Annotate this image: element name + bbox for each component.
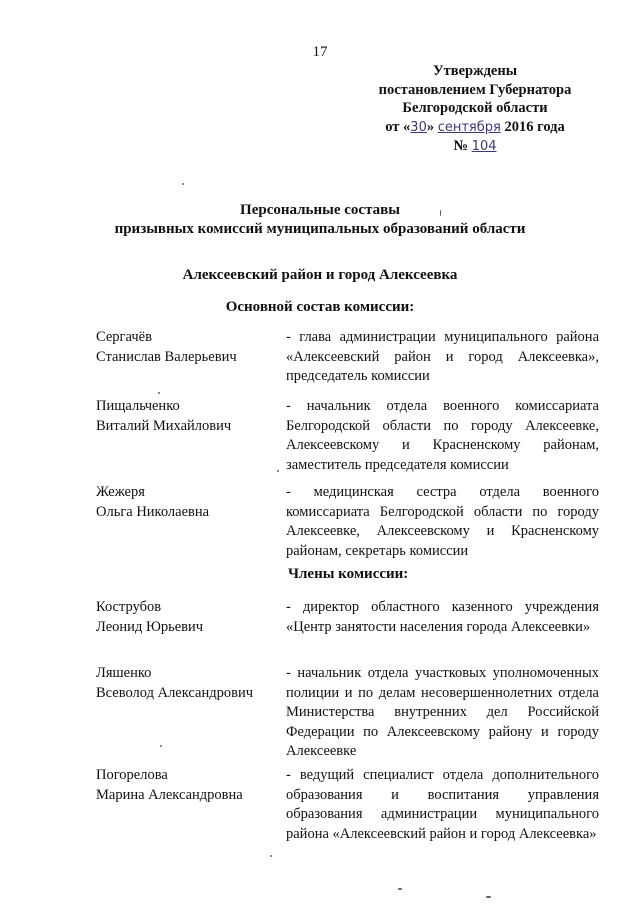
- main-section-title: Основной состав комиссии:: [225, 299, 415, 315]
- members-title: Члены комиссии:: [288, 566, 409, 582]
- district-heading: Алексеевский район и город Алексеевка: [182, 267, 458, 283]
- page-number: 17: [312, 44, 328, 60]
- member-name: [96, 328, 276, 367]
- number-value: 104: [471, 139, 497, 154]
- member-role: - директор областного казенного учреждения «Центр занятости населения города Алексеевки»: [286, 599, 599, 635]
- date-day: 30: [410, 119, 427, 135]
- scan-speck: [270, 855, 272, 857]
- member-given-names: Ольга Николаевна: [96, 503, 210, 520]
- approval-block: [360, 62, 590, 157]
- member-given-names: Леонид Юрьевич: [96, 618, 204, 635]
- approval-line-3: Белгородской области: [402, 100, 548, 116]
- approval-number: [360, 137, 590, 157]
- approval-line-1: Утверждены: [432, 63, 518, 79]
- member-name: [96, 766, 276, 805]
- title-line-1: Персональные составы: [240, 202, 400, 218]
- approval-line-2: постановлением Губернатора: [378, 81, 572, 98]
- member-name: [96, 598, 276, 637]
- date-mid: »: [426, 118, 435, 135]
- scan-speck: [398, 888, 402, 890]
- member-name: [96, 664, 276, 703]
- member-surname: Погорелова: [96, 767, 168, 783]
- member-given-names: Всеволод Александрович: [96, 684, 254, 701]
- scan-speck: [158, 392, 160, 394]
- title-line-2: призывных комиссий муниципальных образований области: [114, 221, 526, 237]
- member-given-names: Марина Александровна: [96, 786, 243, 803]
- member-surname: Жежеря: [96, 484, 145, 500]
- scan-speck: [277, 470, 279, 472]
- number-label: №: [453, 138, 469, 154]
- member-role: - медицинская сестра отдела военного комиссариата Белгородской области по городу Алексеевке, Алексеевскому и Красненскому районам, секретарь комиссии: [286, 484, 599, 559]
- date-year: 2016 года: [504, 118, 565, 135]
- date-month: сентября: [437, 119, 501, 135]
- approval-date: [360, 118, 590, 138]
- member-role: - начальник отдела военного комиссариата Белгородской области по городу Алексеевке, Алексеевскому и Красненскому районам, заместитель председателя комиссии: [286, 398, 599, 473]
- member-surname: Кострубов: [96, 599, 162, 615]
- member-name: [96, 483, 276, 522]
- member-name: [96, 397, 276, 436]
- member-role: - начальник отдела участковых уполномоченных полиции и по делам несовершеннолетних отдела Министерства внутренних дел Российской Федерации по Алексеевскому району и городу Алексеевке: [286, 665, 599, 759]
- scan-speck: [486, 896, 491, 898]
- scan-speck: [440, 210, 441, 216]
- scan-speck: [160, 745, 162, 747]
- member-given-names: Виталий Михайлович: [96, 417, 232, 434]
- date-prefix: от «: [385, 118, 411, 135]
- member-role: - глава администрации муниципального района «Алексеевский район и город Алексеевка», председатель комиссии: [286, 329, 599, 384]
- member-surname: Ляшенко: [96, 665, 152, 681]
- document-title: [0, 201, 640, 239]
- member-role: - ведущий специалист отдела дополнительного образования и воспитания управления образования администрации муниципального района «Алексеевский район и город Алексеевка»: [286, 767, 599, 842]
- member-surname: Пищальченко: [96, 398, 180, 414]
- member-given-names: Станислав Валерьевич: [96, 348, 237, 365]
- scan-speck: [182, 183, 184, 185]
- member-surname: Сергачёв: [96, 329, 152, 345]
